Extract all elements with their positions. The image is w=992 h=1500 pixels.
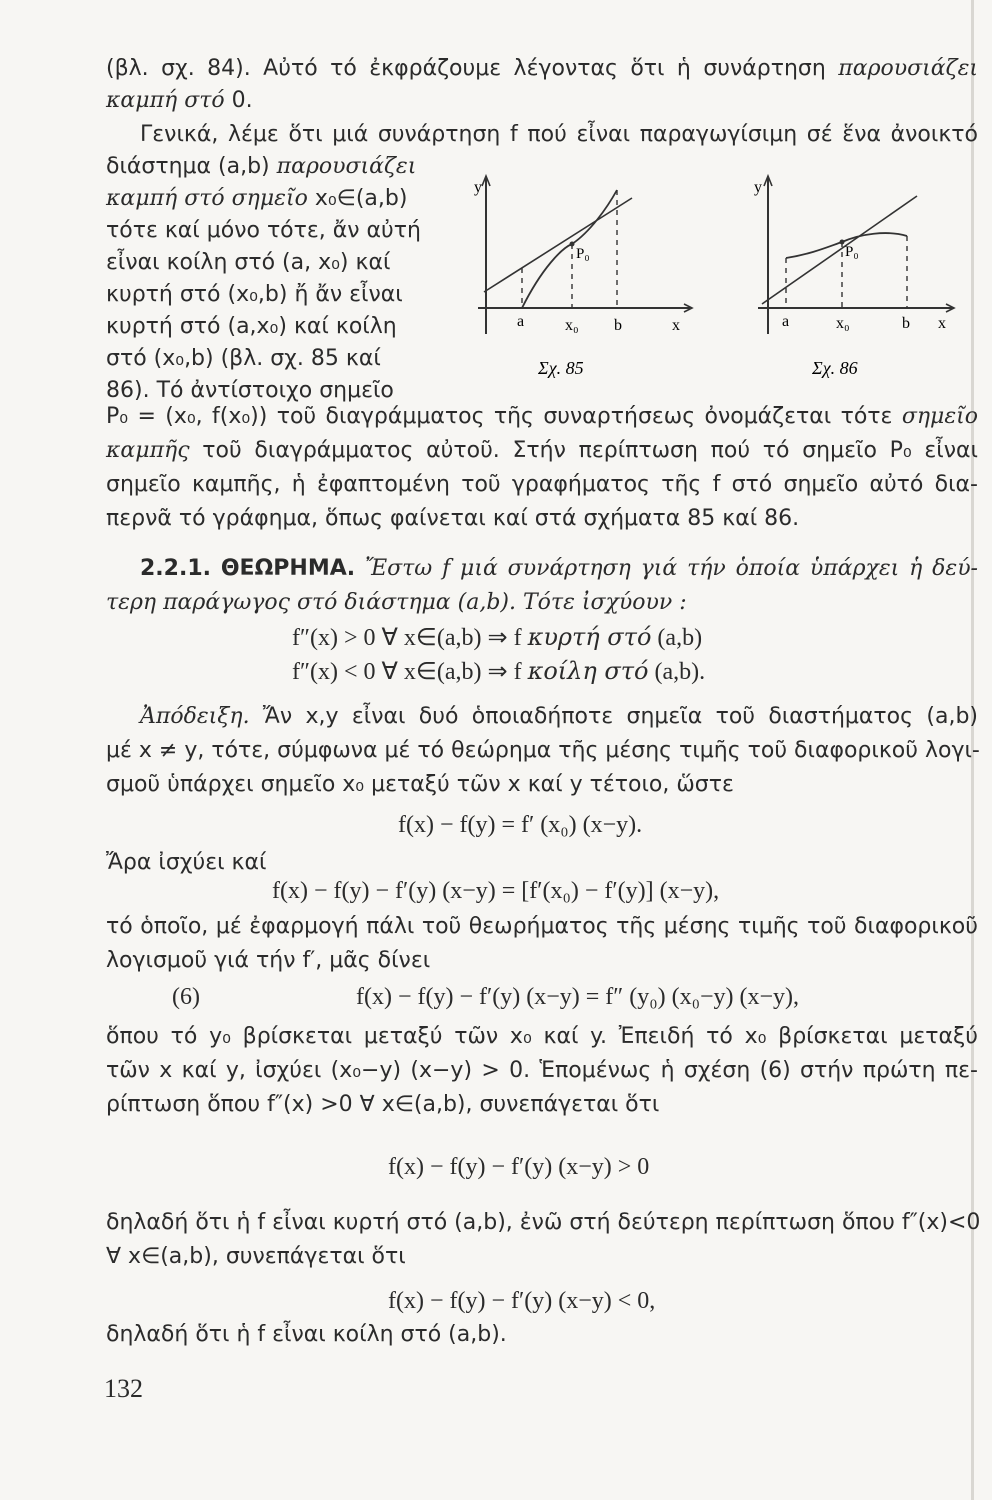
proof-line-10: δηλαδή ὅτι ἡ f εἶναι κυρτή στό (a,b), ἐνῶ στή δεύτερη περίπτωση ὅπου f″(x)<0 [106,1210,981,1235]
proof-line-2: μέ x ≠ y, τότε, σύμφωνα μέ τό θεώρημα τῆς μέσης τιμῆς τοῦ διαφορικοῦ λογι- [106,738,980,763]
text-line-8: κυρτή στό (x₀,b) ἤ ἄν εἶναι [106,282,403,307]
equation-3: f(x) − f(y) − f′(y) (x−y) = f″ (y₀) (x₀−y) (x−y), [356,984,800,1010]
proof-line-6: λογισμοῦ γιά τήν f′, μᾶς δίνει [106,948,431,973]
fig85-label-x0: x₀ [565,317,579,334]
fig86-label-p0: P₀ [845,244,859,260]
page-number: 132 [104,1374,143,1403]
fig86-label-b: b [902,315,910,332]
equation-3-label: (6) [172,984,200,1010]
condition-convex: f″(x) > 0 ∀ x∈(a,b) ⇒ f κυρτή στό (a,b) [292,623,703,651]
proof-line-12: δηλαδή ὅτι ἡ f εἶναι κοίλη στό (a,b). [106,1322,507,1347]
fig86-label-x0: x₀ [836,315,850,332]
proof-line-3: σμοῦ ὑπάρχει σημεῖο x₀ μεταξύ τῶν x καί y τέτοιο, ὥστε [106,772,734,797]
text-line-10: στό (x₀,b) (βλ. σχ. 85 καί [106,346,381,371]
proof-line-11: ∀ x∈(a,b), συνεπάγεται ὅτι [106,1244,406,1269]
figure-86 [742,168,964,392]
equation-2: f(x) − f(y) − f′(y) (x−y) = [f′(x₀) − f′(y)] (x−y), [272,878,720,904]
text-line-14: σημεῖο καμπῆς, ἡ ἐφαπτομένη τοῦ γραφήματος τῆς f στό σημεῖο αὐτό δια- [106,472,978,497]
proof-line-9: ρίπτωση ὅπου f″(x) >0 ∀ x∈(a,b), συνεπάγεται ὅτι [106,1092,660,1117]
text-line-7: εἶναι κοίλη στό (a, x₀) καί [106,250,391,275]
proof-line-4: Ἄρα ἰσχύει καί [106,850,267,875]
proof-line-1: Ἀπόδειξη. Ἄν x,y εἶναι δυό ὁποιαδήποτε σημεῖα τοῦ διαστήματος (a,b) [140,704,978,729]
text-line-4: διάστημα (a,b) παρουσιάζει [106,154,417,179]
condition-concave: f″(x) < 0 ∀ x∈(a,b) ⇒ f κοίλη στό (a,b). [292,657,706,685]
fig86-label-a: a [782,313,790,330]
fig85-label-x: x [672,317,680,334]
text-line-11: 86). Τό ἀντίστοιχο σημεῖο [106,378,394,403]
theorem-line-2: τερη παράγωγος στό διάστημα (a,b). Τότε ἰσχύουν : [106,590,687,615]
equation-5: f(x) − f(y) − f′(y) (x−y) < 0, [388,1288,656,1314]
fig85-curve [522,190,617,308]
text-line-9: κυρτή στό (a,x₀) καί κοίλη [106,314,397,339]
text-line-13: καμπῆς τοῦ διαγράμματος αὐτοῦ. Στήν περίπτωση πού τό σημεῖο P₀ εἶναι [106,438,978,463]
fig85-label-a: a [517,313,525,330]
text-line-2: καμπή στό 0. [106,88,253,113]
text-line-12: P₀ = (x₀, f(x₀)) τοῦ διαγράμματος τῆς συναρτήσεως ὀνομάζεται τότε σημεῖο [106,404,979,429]
equation-1: f(x) − f(y) = f′ (x₀) (x−y). [398,812,643,838]
fig85-label-y: y [474,179,482,196]
fig86-caption: Σχ. 86 [812,358,858,378]
fig85-label-p0: P₀ [576,246,590,262]
fig85-tangent [484,198,632,292]
fig85-label-b: b [614,317,622,334]
proof-line-8: τῶν x καί y, ἰσχύει (x₀−y) (x−y) > 0. Ἑπομένως ἡ σχέση (6) στήν πρώτη πε- [106,1058,978,1083]
text-line-6: τότε καί μόνο τότε, ἄν αὐτή [106,218,421,243]
proof-line-5: τό ὁποῖο, μέ ἐφαρμογή πάλι τοῦ θεωρήματος τῆς μέσης τιμῆς τοῦ διαφορικοῦ [106,914,978,939]
text-line-15: περνᾶ τό γράφημα, ὅπως φαίνεται καί στά σχήματα 85 καί 86. [106,506,800,531]
fig86-tangent [762,196,917,304]
fig85-caption: Σχ. 85 [538,358,584,378]
fig86-label-x: x [938,315,946,332]
proof-line-7: ὅπου τό y₀ βρίσκεται μεταξύ τῶν x₀ καί y. Ἐπειδή τό x₀ βρίσκεται μεταξύ [106,1024,978,1049]
text-line-5: καμπή στό σημεῖο x₀∈(a,b) [106,186,408,211]
theorem-heading: 2.2.1. ΘΕΩΡΗΜΑ. Ἔστω f μιά συνάρτηση γιά τήν ὁποία ὑπάρχει ἡ δεύ- [140,556,978,581]
figure-85 [472,168,702,392]
equation-4: f(x) − f(y) − f′(y) (x−y) > 0 [388,1154,650,1180]
text-line-3: Γενικά, λέμε ὅτι μιά συνάρτηση f πού εἶναι παραγωγίσιμη σέ ἕνα ἀνοικτό [140,122,978,147]
text-line-1: (βλ. σχ. 84). Αὐτό τό ἐκφράζουμε λέγοντας ὅτι ἡ συνάρτηση παρουσιάζει [106,56,979,81]
fig86-label-y: y [754,179,762,196]
